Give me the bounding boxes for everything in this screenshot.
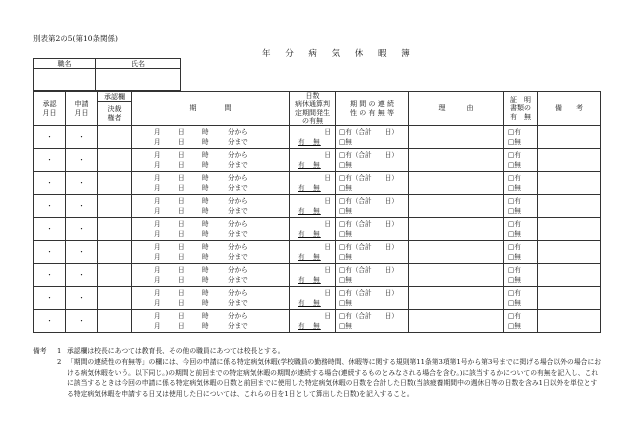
employee-header-table xyxy=(33,58,181,91)
decider-cell[interactable] xyxy=(98,126,132,149)
name-field[interactable] xyxy=(96,69,181,91)
period-to-part: 日 xyxy=(178,184,185,193)
days-unit: 日 xyxy=(324,151,331,160)
period-from-part: 分から xyxy=(228,243,248,252)
days-cell[interactable] xyxy=(290,287,336,310)
period-cell[interactable] xyxy=(132,218,290,241)
leave-row xyxy=(34,264,601,287)
certificate-cell xyxy=(504,149,538,172)
days-cell[interactable] xyxy=(290,149,336,172)
certificate-yes-checkbox[interactable]: □有 xyxy=(508,174,521,183)
approval-date-cell[interactable]: ・ xyxy=(34,287,66,310)
period-to-part: 月 xyxy=(154,322,161,331)
leave-row xyxy=(34,241,601,264)
approval-date-cell[interactable]: ・ xyxy=(34,218,66,241)
certificate-yes-checkbox[interactable]: □有 xyxy=(508,197,521,206)
period-to-part: 時 xyxy=(202,138,209,147)
continuity-no-checkbox[interactable]: □無 xyxy=(339,184,352,193)
apply-date-cell[interactable]: ・ xyxy=(66,310,98,333)
certificate-no-checkbox[interactable]: □無 xyxy=(508,322,521,331)
reason-cell[interactable] xyxy=(409,264,504,287)
period-from-part: 時 xyxy=(202,128,209,137)
apply-date-cell[interactable]: ・ xyxy=(66,172,98,195)
apply-date-header: 申請 月日 xyxy=(66,92,98,126)
days-yesno[interactable]: 有 無 xyxy=(298,230,321,239)
certificate-yes-checkbox[interactable]: □有 xyxy=(508,312,521,321)
approval-date-cell[interactable]: ・ xyxy=(34,172,66,195)
certificate-cell xyxy=(504,126,538,149)
period-from-part: 時 xyxy=(202,243,209,252)
continuity-no-checkbox[interactable]: □無 xyxy=(339,138,352,147)
period-to-part: 時 xyxy=(202,299,209,308)
continuity-no-checkbox[interactable]: □無 xyxy=(339,161,352,170)
period-from-part: 時 xyxy=(202,220,209,229)
approval-date-cell[interactable]: ・ xyxy=(34,264,66,287)
period-from-part: 日 xyxy=(178,174,185,183)
continuity-cell xyxy=(336,264,409,287)
certificate-cell xyxy=(504,172,538,195)
decider-cell[interactable] xyxy=(98,172,132,195)
days-unit: 日 xyxy=(324,312,331,321)
days-unit: 日 xyxy=(324,128,331,137)
continuity-cell xyxy=(336,172,409,195)
certificate-cell xyxy=(504,195,538,218)
continuity-no-checkbox[interactable]: □無 xyxy=(339,230,352,239)
remarks-cell[interactable] xyxy=(538,310,601,333)
certificate-cell xyxy=(504,264,538,287)
period-to-part: 月 xyxy=(154,230,161,239)
remarks-cell[interactable] xyxy=(538,126,601,149)
period-cell[interactable] xyxy=(132,149,290,172)
period-from-part: 分から xyxy=(228,220,248,229)
note-text: 「期間の連続性の有無等」の欄には、今回の申請に係る特定病気休暇(学校職員の勤務時間、休暇等に関する規則第11条第3項第1号から第3号までに掲げる場合以外の場合における病気休暇をいう。以下同じ。)の期間と前回までの特定病気休暇の期間が連続する場合(連続するものとみなされる場合を含む。)に該当するかについての有無を記入し、これに該当するときは今回の申請に係る特定病気休暇の日数と前回までに使用した特定病気休暇の日数を合計した日数(当該疲養期間中の週休日等の日数を含み1日以外を単位とする特定病気休暇を申請する日又は使用した日については、これらの日を1日として算出した日数)を記入すること。 xyxy=(67,357,602,399)
days-unit: 日 xyxy=(324,174,331,183)
period-to-part: 日 xyxy=(178,299,185,308)
period-from-part: 時 xyxy=(202,289,209,298)
period-from-part: 月 xyxy=(154,266,161,275)
continuity-yes-checkbox[interactable]: □有（合計 日） xyxy=(339,197,398,206)
period-from-part: 分から xyxy=(228,128,248,137)
remarks-cell[interactable] xyxy=(538,287,601,310)
period-to-part: 日 xyxy=(178,138,185,147)
certificate-cell xyxy=(504,287,538,310)
apply-date-cell[interactable]: ・ xyxy=(66,149,98,172)
days-yesno[interactable]: 有 無 xyxy=(298,207,321,216)
remarks-cell[interactable] xyxy=(538,218,601,241)
days-unit: 日 xyxy=(324,220,331,229)
certificate-yes-checkbox[interactable]: □有 xyxy=(508,220,521,229)
days-unit: 日 xyxy=(324,197,331,206)
period-from-part: 時 xyxy=(202,174,209,183)
name-label: 氏名 xyxy=(96,59,181,69)
apply-date-cell[interactable]: ・ xyxy=(66,241,98,264)
days-yesno[interactable]: 有 無 xyxy=(298,138,321,147)
notes-label: 備考 xyxy=(33,347,47,355)
remarks-cell[interactable] xyxy=(538,241,601,264)
leave-row xyxy=(34,310,601,333)
period-to-part: 日 xyxy=(178,230,185,239)
period-from-part: 分から xyxy=(228,266,248,275)
certificate-cell xyxy=(504,241,538,264)
continuity-cell xyxy=(336,218,409,241)
period-to-part: 月 xyxy=(154,299,161,308)
period-header: 期 間 xyxy=(132,92,290,126)
period-to-part: 月 xyxy=(154,207,161,216)
apply-date-cell[interactable]: ・ xyxy=(66,126,98,149)
continuity-yes-checkbox[interactable]: □有（合計 日） xyxy=(339,289,398,298)
period-from-part: 分から xyxy=(228,312,248,321)
period-from-part: 日 xyxy=(178,312,185,321)
days-unit: 日 xyxy=(324,289,331,298)
days-yesno[interactable]: 有 無 xyxy=(298,299,321,308)
remarks-cell[interactable] xyxy=(538,172,601,195)
period-cell[interactable] xyxy=(132,264,290,287)
certificate-no-checkbox[interactable]: □無 xyxy=(508,161,521,170)
notes-section xyxy=(33,346,603,400)
period-from-part: 日 xyxy=(178,151,185,160)
apply-date-cell[interactable]: ・ xyxy=(66,195,98,218)
days-header: 日数 病休通算判 定期間発生 の有無 xyxy=(290,92,336,126)
approval-date-cell[interactable]: ・ xyxy=(34,241,66,264)
decider-cell[interactable] xyxy=(98,264,132,287)
note-number: 1 xyxy=(57,347,62,355)
period-from-part: 月 xyxy=(154,197,161,206)
days-unit: 日 xyxy=(324,266,331,275)
period-from-part: 分から xyxy=(228,197,248,206)
continuity-cell xyxy=(336,287,409,310)
decider-cell[interactable] xyxy=(98,310,132,333)
remarks-cell[interactable] xyxy=(538,264,601,287)
period-to-part: 時 xyxy=(202,161,209,170)
position-label: 職名 xyxy=(34,59,96,69)
leave-row xyxy=(34,126,601,149)
certificate-yes-checkbox[interactable]: □有 xyxy=(508,151,521,160)
period-cell[interactable] xyxy=(132,287,290,310)
period-from-part: 時 xyxy=(202,151,209,160)
continuity-no-checkbox[interactable]: □無 xyxy=(339,299,352,308)
period-from-part: 日 xyxy=(178,243,185,252)
days-yesno[interactable]: 有 無 xyxy=(298,161,321,170)
period-to-part: 日 xyxy=(178,322,185,331)
days-yesno[interactable]: 有 無 xyxy=(298,253,321,262)
period-from-part: 時 xyxy=(202,312,209,321)
days-cell[interactable] xyxy=(290,310,336,333)
reason-cell[interactable] xyxy=(409,241,504,264)
decider-cell[interactable] xyxy=(98,287,132,310)
continuity-yes-checkbox[interactable]: □有（合計 日） xyxy=(339,174,398,183)
period-to-part: 日 xyxy=(178,253,185,262)
period-from-part: 分から xyxy=(228,151,248,160)
period-to-part: 月 xyxy=(154,161,161,170)
period-to-part: 時 xyxy=(202,184,209,193)
period-to-part: 日 xyxy=(178,207,185,216)
period-from-part: 月 xyxy=(154,128,161,137)
days-cell[interactable] xyxy=(290,264,336,287)
continuity-yes-checkbox[interactable]: □有（合計 日） xyxy=(339,220,398,229)
certificate-yes-checkbox[interactable]: □有 xyxy=(508,243,521,252)
period-to-part: 時 xyxy=(202,230,209,239)
decider-cell[interactable] xyxy=(98,218,132,241)
reason-cell[interactable] xyxy=(409,310,504,333)
remarks-header: 備 考 xyxy=(538,92,601,126)
decider-cell[interactable] xyxy=(98,195,132,218)
certificate-no-checkbox[interactable]: □無 xyxy=(508,184,521,193)
continuity-header: 期 間 の 連 続 性 の 有 無 等 xyxy=(336,92,409,126)
certificate-yes-checkbox[interactable]: □有 xyxy=(508,289,521,298)
form-reference: 別表第2の5(第10条関係) xyxy=(33,34,118,43)
reason-cell[interactable] xyxy=(409,218,504,241)
continuity-cell xyxy=(336,241,409,264)
period-to-part: 月 xyxy=(154,184,161,193)
approval-date-header: 承認 月日 xyxy=(34,92,66,126)
certificate-no-checkbox[interactable]: □無 xyxy=(508,299,521,308)
reason-cell[interactable] xyxy=(409,195,504,218)
sick-leave-table xyxy=(33,91,601,333)
period-to-part: 分まで xyxy=(228,138,248,147)
reason-header: 理 由 xyxy=(409,92,504,126)
reason-cell[interactable] xyxy=(409,172,504,195)
reason-cell[interactable] xyxy=(409,287,504,310)
period-from-part: 月 xyxy=(154,243,161,252)
continuity-no-checkbox[interactable]: □無 xyxy=(339,322,352,331)
period-from-part: 月 xyxy=(154,289,161,298)
period-to-part: 日 xyxy=(178,276,185,285)
continuity-cell xyxy=(336,126,409,149)
period-cell[interactable] xyxy=(132,126,290,149)
form-title: 年 分 病 気 休 暇 簿 xyxy=(262,49,416,59)
days-cell[interactable] xyxy=(290,218,336,241)
continuity-yes-checkbox[interactable]: □有（合計 日） xyxy=(339,243,398,252)
period-from-part: 日 xyxy=(178,197,185,206)
period-to-part: 分まで xyxy=(228,207,248,216)
period-to-part: 時 xyxy=(202,322,209,331)
period-to-part: 月 xyxy=(154,253,161,262)
days-cell[interactable] xyxy=(290,126,336,149)
period-to-part: 分まで xyxy=(228,322,248,331)
period-to-part: 時 xyxy=(202,276,209,285)
continuity-no-checkbox[interactable]: □無 xyxy=(339,253,352,262)
period-to-part: 分まで xyxy=(228,184,248,193)
period-to-part: 時 xyxy=(202,253,209,262)
period-to-part: 分まで xyxy=(228,253,248,262)
certificate-header: 証 明 書類の 有 無 xyxy=(504,92,538,126)
continuity-no-checkbox[interactable]: □無 xyxy=(339,207,352,216)
approval-date-cell[interactable]: ・ xyxy=(34,195,66,218)
continuity-yes-checkbox[interactable]: □有（合計 日） xyxy=(339,151,398,160)
period-cell[interactable] xyxy=(132,195,290,218)
period-to-part: 月 xyxy=(154,276,161,285)
period-to-part: 月 xyxy=(154,138,161,147)
remarks-cell[interactable] xyxy=(538,195,601,218)
days-cell[interactable] xyxy=(290,172,336,195)
days-yesno[interactable]: 有 無 xyxy=(298,322,321,331)
period-to-part: 分まで xyxy=(228,276,248,285)
period-from-part: 月 xyxy=(154,220,161,229)
days-cell[interactable] xyxy=(290,195,336,218)
certificate-yes-checkbox[interactable]: □有 xyxy=(508,128,521,137)
approval-date-cell[interactable]: ・ xyxy=(34,126,66,149)
certificate-cell xyxy=(504,218,538,241)
days-yesno[interactable]: 有 無 xyxy=(298,184,321,193)
period-from-part: 時 xyxy=(202,266,209,275)
certificate-no-checkbox[interactable]: □無 xyxy=(508,207,521,216)
leave-row xyxy=(34,218,601,241)
days-yesno[interactable]: 有 無 xyxy=(298,276,321,285)
apply-date-cell[interactable]: ・ xyxy=(66,218,98,241)
period-from-part: 時 xyxy=(202,197,209,206)
continuity-yes-checkbox[interactable]: □有（合計 日） xyxy=(339,312,398,321)
continuity-yes-checkbox[interactable]: □有（合計 日） xyxy=(339,266,398,275)
note-number: 2 xyxy=(57,357,62,366)
period-from-part: 日 xyxy=(178,128,185,137)
period-from-part: 分から xyxy=(228,174,248,183)
note-text: 承認欄は校長にあつては教育長、その他の職員にあつては校長とする。 xyxy=(67,347,285,355)
leave-row xyxy=(34,287,601,310)
period-to-part: 分まで xyxy=(228,161,248,170)
reason-cell[interactable] xyxy=(409,126,504,149)
period-from-part: 日 xyxy=(178,289,185,298)
days-unit: 日 xyxy=(324,243,331,252)
certificate-no-checkbox[interactable]: □無 xyxy=(508,253,521,262)
position-field[interactable] xyxy=(34,69,96,91)
certificate-no-checkbox[interactable]: □無 xyxy=(508,230,521,239)
leave-row xyxy=(34,149,601,172)
period-to-part: 時 xyxy=(202,207,209,216)
leave-row xyxy=(34,195,601,218)
leave-row xyxy=(34,172,601,195)
apply-date-cell[interactable]: ・ xyxy=(66,287,98,310)
days-cell[interactable] xyxy=(290,241,336,264)
approval-date-cell[interactable]: ・ xyxy=(34,149,66,172)
decider-header: 決裁 権者 xyxy=(98,102,132,126)
continuity-yes-checkbox[interactable]: □有（合計 日） xyxy=(339,128,398,137)
period-to-part: 分まで xyxy=(228,230,248,239)
decider-cell[interactable] xyxy=(98,149,132,172)
period-to-part: 分まで xyxy=(228,299,248,308)
approval-date-cell[interactable]: ・ xyxy=(34,310,66,333)
continuity-cell xyxy=(336,195,409,218)
period-from-part: 月 xyxy=(154,312,161,321)
certificate-no-checkbox[interactable]: □無 xyxy=(508,138,521,147)
period-from-part: 分から xyxy=(228,289,248,298)
approval-column-header: 承認欄 xyxy=(98,92,132,102)
decider-cell[interactable] xyxy=(98,241,132,264)
period-from-part: 月 xyxy=(154,174,161,183)
period-cell[interactable] xyxy=(132,241,290,264)
certificate-yes-checkbox[interactable]: □有 xyxy=(508,266,521,275)
period-cell[interactable] xyxy=(132,310,290,333)
apply-date-cell[interactable]: ・ xyxy=(66,264,98,287)
certificate-cell xyxy=(504,310,538,333)
remarks-cell[interactable] xyxy=(538,149,601,172)
period-cell[interactable] xyxy=(132,172,290,195)
continuity-cell xyxy=(336,149,409,172)
reason-cell[interactable] xyxy=(409,149,504,172)
certificate-no-checkbox[interactable]: □無 xyxy=(508,276,521,285)
period-from-part: 日 xyxy=(178,266,185,275)
continuity-no-checkbox[interactable]: □無 xyxy=(339,276,352,285)
period-to-part: 日 xyxy=(178,161,185,170)
period-from-part: 日 xyxy=(178,220,185,229)
period-from-part: 月 xyxy=(154,151,161,160)
continuity-cell xyxy=(336,310,409,333)
